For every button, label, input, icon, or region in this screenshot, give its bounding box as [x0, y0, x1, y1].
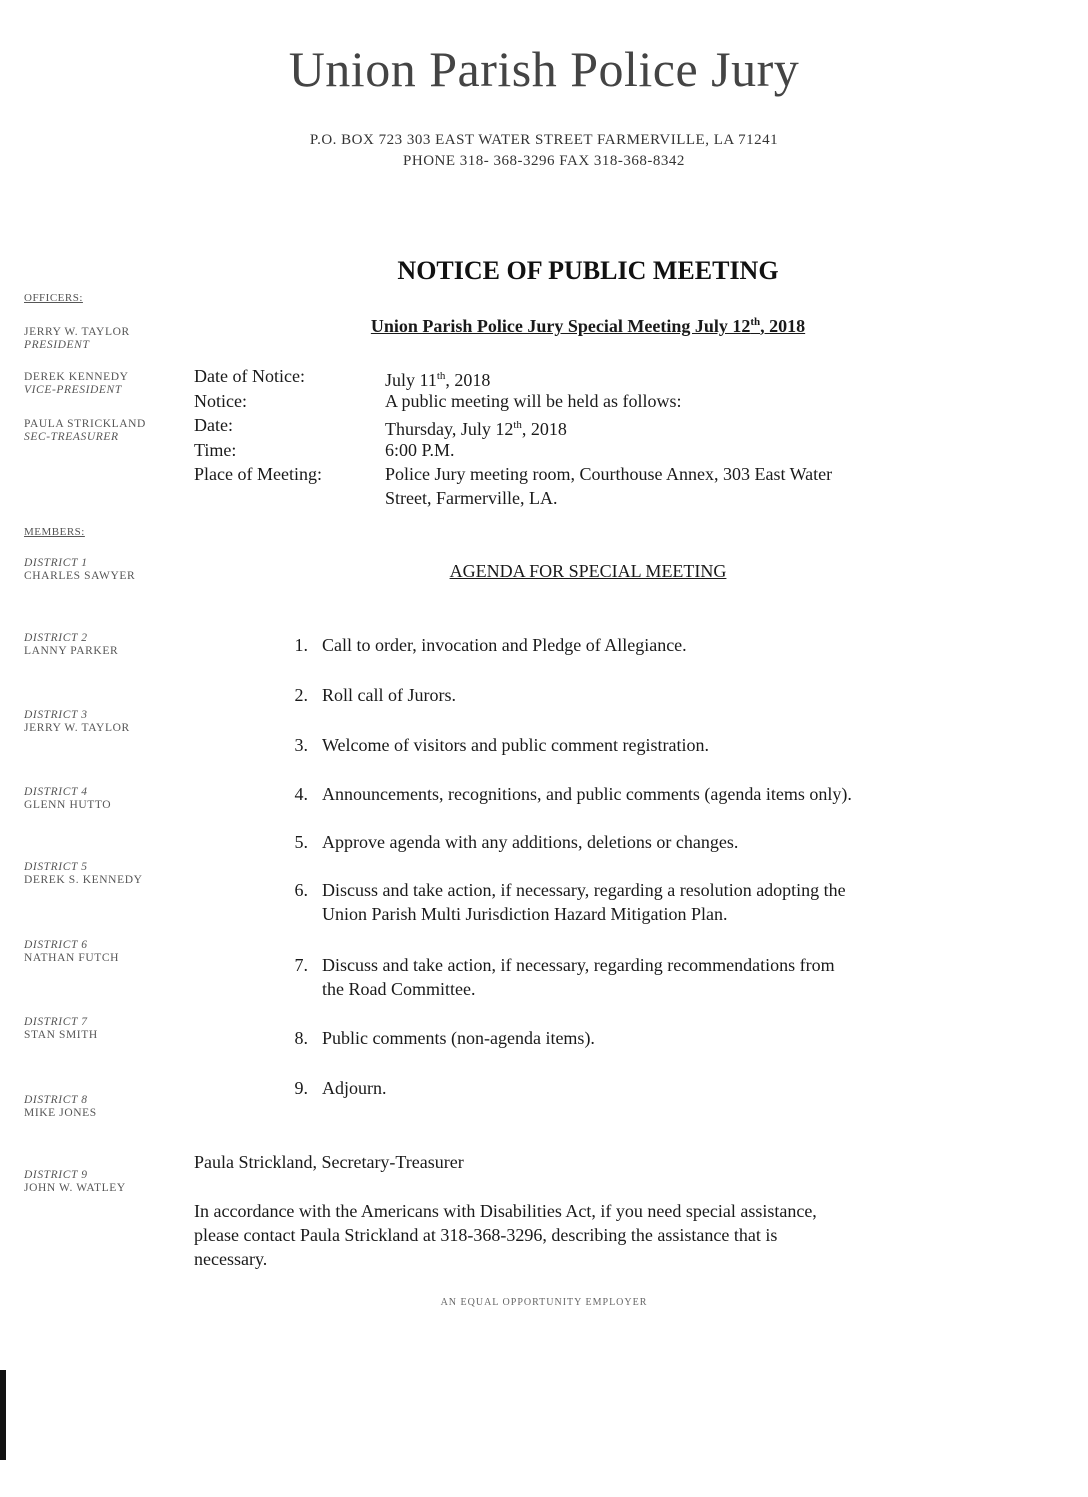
ada-line3: necessary. — [194, 1249, 268, 1269]
agenda-item: 7. Discuss and take action, if necessary, regarding recommendations from the Road Committee. — [294, 955, 835, 999]
officer-entry: DEREK KENNEDY VICE-PRESIDENT — [24, 371, 129, 396]
officer-entry: PAULA STRICKLAND SEC-TREASURER — [24, 418, 146, 443]
member-entry: DISTRICT 6 NATHAN FUTCH — [24, 939, 120, 964]
date-of-notice-value: July 11th, 2018 — [385, 370, 491, 390]
member-entry: DISTRICT 1 CHARLES SAWYER — [24, 557, 136, 582]
member-entry: DISTRICT 2 LANNY PARKER — [24, 632, 119, 657]
member-entry: DISTRICT 8 MIKE JONES — [24, 1094, 97, 1119]
notice-value: A public meeting will be held as follows: — [385, 391, 682, 411]
letterhead-title: Union Parish Police Jury — [288, 41, 800, 97]
place-value-line1: Police Jury meeting room, Courthouse Annex, 303 East Water — [385, 464, 833, 484]
members-label: MEMBERS: — [24, 526, 85, 538]
signature-line: Paula Strickland, Secretary-Treasurer — [194, 1152, 464, 1172]
date-value: Thursday, July 12th, 2018 — [385, 419, 567, 439]
footer-note: AN EQUAL OPPORTUNITY EMPLOYER — [440, 1297, 648, 1308]
agenda-heading: AGENDA FOR SPECIAL MEETING — [449, 561, 727, 581]
member-entry: DISTRICT 5 DEREK S. KENNEDY — [24, 861, 143, 886]
member-entry: DISTRICT 3 JERRY W. TAYLOR — [24, 709, 130, 734]
notice-label: Notice: — [194, 391, 247, 411]
place-label: Place of Meeting: — [194, 464, 322, 484]
member-entry: DISTRICT 9 JOHN W. WATLEY — [24, 1169, 126, 1194]
officers-label: OFFICERS: — [24, 292, 83, 304]
notice-title: NOTICE OF PUBLIC MEETING — [397, 256, 779, 285]
date-of-notice-label: Date of Notice: — [194, 366, 305, 386]
ada-line2: please contact Paula Strickland at 318-368-3296, describing the assistance that is — [194, 1225, 778, 1245]
scan-edge-mark — [0, 1370, 6, 1460]
letterhead-address: P.O. BOX 723 303 EAST WATER STREET FARMERVILLE, LA 71241 — [309, 132, 779, 148]
place-value-line2: Street, Farmerville, LA. — [385, 488, 558, 508]
ada-line1: In accordance with the Americans with Disabilities Act, if you need special assistance, — [194, 1201, 817, 1221]
member-entry: DISTRICT 4 GLENN HUTTO — [24, 786, 112, 811]
time-label: Time: — [194, 440, 237, 460]
meeting-subtitle: Union Parish Police Jury Special Meeting July 12th, 2018 — [370, 316, 806, 336]
time-value: 6:00 P.M. — [385, 440, 455, 460]
date-label: Date: — [194, 415, 233, 435]
officer-entry: JERRY W. TAYLOR PRESIDENT — [24, 326, 130, 351]
member-entry: DISTRICT 7 STAN SMITH — [24, 1016, 98, 1041]
agenda-item: 6. Discuss and take action, if necessary, regarding a resolution adopting the Union Parish Multi Jurisdiction Hazard Mitigation Plan. — [294, 880, 846, 924]
letterhead-phone: PHONE 318- 368-3296 FAX 318-368-8342 — [403, 153, 685, 169]
